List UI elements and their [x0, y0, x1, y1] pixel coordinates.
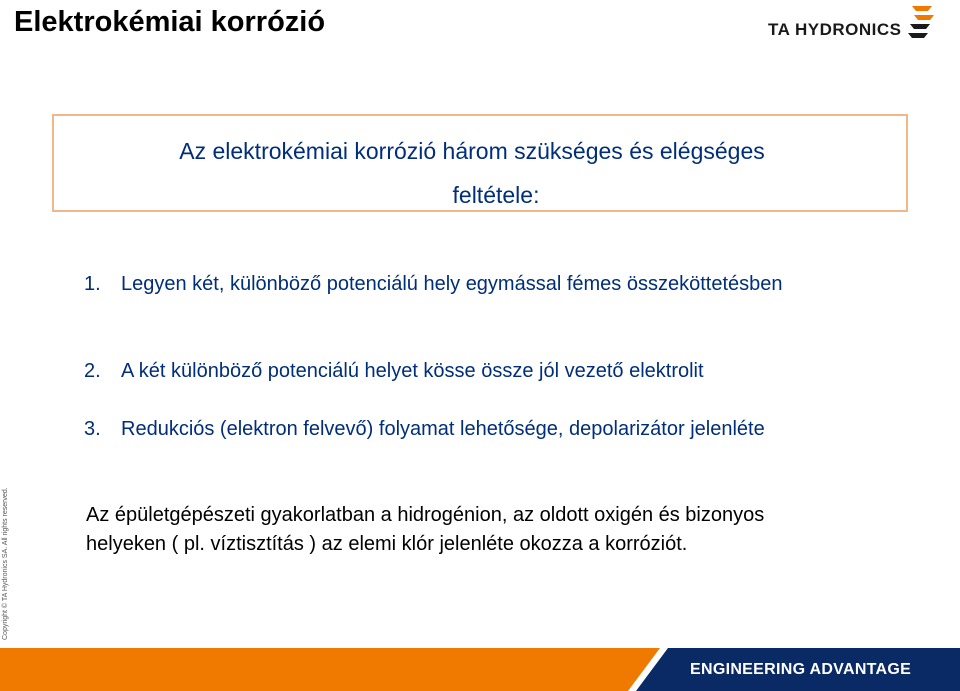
- box-heading-line-1: Az elektrokémiai korrózió három szükséges és elégséges: [179, 138, 765, 164]
- list-item-text: A két különböző potenciálú helyet kösse össze jól vezető elektrolit: [121, 360, 704, 382]
- list-item-number: 1.: [84, 273, 101, 295]
- list-item-number: 3.: [84, 418, 101, 440]
- copyright-notice: Copyright © TA Hydronics SA. All rights reserved.: [2, 487, 9, 640]
- slide-title: Elektrokémiai korrózió: [14, 6, 326, 38]
- explanation-paragraph: Az épületgépészeti gyakorlatban a hidrogénion, az oldott oxigén és bizonyos helyeken ( pl. víztisztítás ) az elemi klór jelenléte okozza a korróziót.: [86, 504, 765, 555]
- list-item-number: 2.: [84, 360, 101, 382]
- footer-tagline: ENGINEERING ADVANTAGE: [690, 661, 912, 678]
- logo-text: TA HYDRONICS: [768, 20, 902, 39]
- list-item-text: Legyen két, különböző potenciálú hely egymással fémes összeköttetésben: [121, 273, 783, 295]
- footer-band: [0, 648, 960, 691]
- ta-hydronics-logo: [768, 2, 948, 42]
- conditions-heading-box: [52, 114, 908, 212]
- box-heading-line-2: feltétele:: [452, 182, 540, 208]
- list-item-text: Redukciós (elektron felvevő) folyamat lehetősége, depolarizátor jelenléte: [121, 418, 765, 440]
- logo-mark-icon: [906, 2, 936, 40]
